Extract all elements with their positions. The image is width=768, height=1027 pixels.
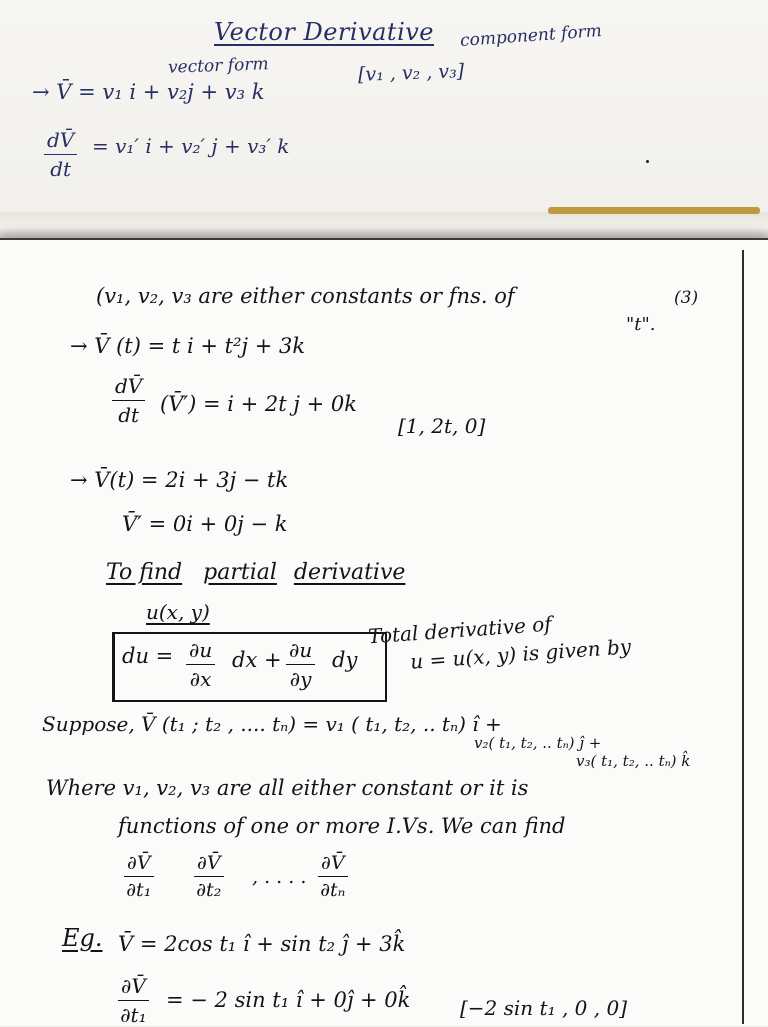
partial-t1-fraction — [124, 852, 154, 901]
partial-list-dots: , . . . . — [252, 866, 307, 888]
example-3-derivative: = − 2 sin t₁ î + 0ĵ + 0k̂ — [166, 988, 411, 1012]
fraction-denominator: ∂x — [189, 667, 212, 691]
component-form: [v₁ , v₂ , v₃] — [357, 60, 465, 86]
page-gap — [0, 212, 768, 238]
notebook-page-top — [0, 0, 768, 212]
example-1-fraction — [112, 374, 145, 427]
vector-equation: → V̄ = v₁ i + v₂j + v₃ k — [32, 80, 265, 104]
component-form-label: component form — [459, 21, 603, 51]
fraction-denominator: dt — [50, 157, 72, 181]
vector-derivative-rhs: = v₁′ i + v₂′ j + v₃′ k — [92, 134, 290, 158]
notebook-page-bottom — [0, 238, 768, 1026]
where-line-1: Where v₁, v₂, v₃ are all either constant or it is — [46, 776, 529, 800]
tape-strip — [548, 207, 760, 214]
example-label: Eg. — [62, 924, 103, 952]
partial-t2-fraction — [194, 852, 224, 901]
page-edge — [742, 250, 744, 1024]
page-title: Vector Derivative — [214, 18, 435, 46]
example-1-vector: → V̄ (t) = t i + t²j + 3k — [70, 334, 306, 358]
total-derivative-lhs: du = — [122, 644, 174, 668]
fraction-denominator: ∂t₁ — [120, 1003, 147, 1027]
fraction-numerator: ∂u — [186, 638, 215, 665]
partial-heading-word: partial — [203, 560, 277, 585]
suppose-line-1: Suppose, V̄ (t₁ ; t₂ , .... tₙ) = v₁ ( t₁, t₂, .. tₙ) î + — [42, 712, 502, 736]
partial-tn-fraction — [318, 852, 348, 901]
example-3-fraction — [118, 974, 149, 1027]
function-label: u(x, y) — [146, 600, 210, 624]
partial-heading-text: To find — [106, 560, 183, 585]
total-derivative-dx: dx + — [232, 648, 282, 672]
fraction-numerator: dV̄ — [44, 128, 77, 155]
fraction-numerator: dV̄ — [112, 374, 145, 401]
example-2-derivative: V̄′ = 0i + 0j − k — [122, 512, 288, 536]
partial-y-fraction — [286, 638, 315, 691]
note-constants: (v₁, v₂, v₃ are either constants or fns. of — [96, 284, 515, 308]
example-3-components: [−2 sin t₁ , 0 , 0] — [460, 996, 627, 1020]
example-2-vector: → V̄(t) = 2i + 3j − tk — [70, 468, 289, 492]
example-1-components: [1, 2t, 0] — [398, 414, 486, 438]
fraction-numerator: ∂u — [286, 638, 315, 665]
vector-form-label: vector form — [167, 54, 269, 78]
partial-heading — [106, 562, 405, 584]
suppose-line-3: v₃( t₁, t₂, .. tₙ) k̂ — [576, 752, 691, 770]
fraction-numerator: ∂V̄ — [194, 852, 224, 877]
vector-derivative-fraction — [44, 128, 77, 181]
partial-x-fraction — [186, 638, 215, 691]
fraction-denominator: ∂tₙ — [320, 879, 346, 901]
total-derivative-dy: dy — [332, 648, 358, 672]
fraction-denominator: ∂t₁ — [126, 879, 152, 901]
fraction-denominator: ∂y — [289, 667, 312, 691]
total-derivative-note-line-2: u = u(x, y) is given by — [409, 634, 632, 674]
fraction-numerator: ∂V̄ — [124, 852, 154, 877]
fraction-denominator: dt — [118, 403, 140, 427]
total-derivative-note-line-1: Total derivative of — [367, 611, 553, 649]
where-line-2: functions of one or more I.Vs. We can find — [118, 814, 566, 838]
ink-dot — [646, 160, 649, 163]
derivative-heading-word: derivative — [293, 560, 406, 585]
fraction-numerator: ∂V̄ — [318, 852, 348, 877]
suppose-line-2: v₂( t₁, t₂, .. tₙ) ĵ + — [474, 734, 602, 752]
example-3-vector: V̄ = 2cos t₁ î + sin t₂ ĵ + 3k̂ — [118, 932, 406, 956]
fraction-denominator: ∂t₂ — [196, 879, 222, 901]
fraction-numerator: ∂V̄ — [118, 974, 149, 1001]
example-1-derivative: (V̄′) = i + 2t j + 0k — [160, 392, 357, 416]
note-tag: (3) — [674, 288, 699, 308]
note-variable-t: "t". — [626, 314, 656, 335]
